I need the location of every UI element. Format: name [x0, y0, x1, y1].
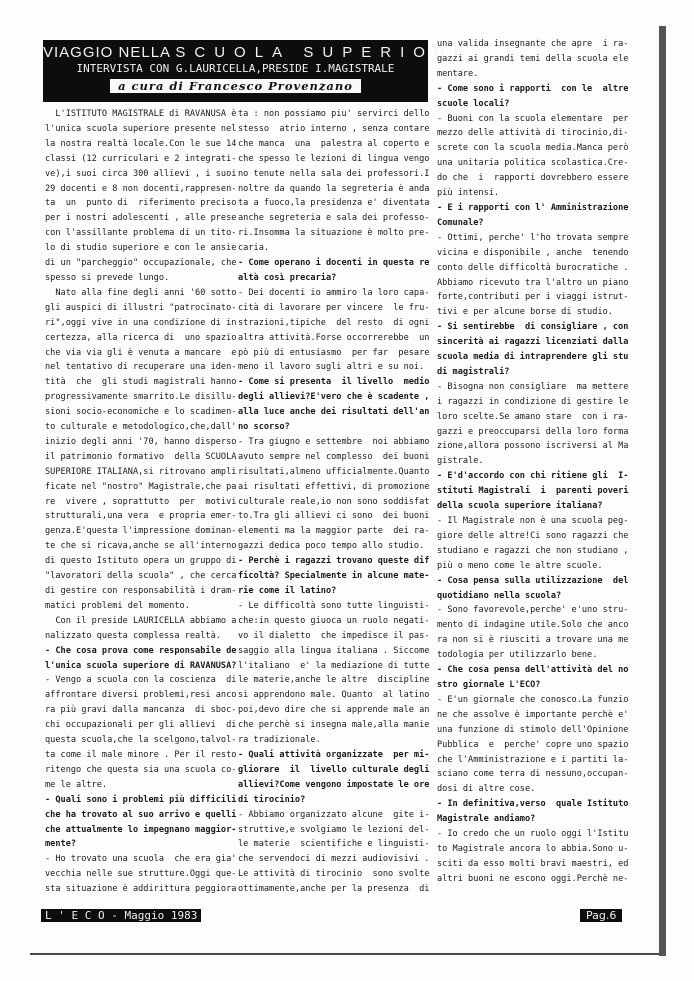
text-line: ra più gravi dalla mancanza di sboc-	[45, 705, 237, 716]
text-line: - Ottimi, perche' l'ho trovata sempre	[437, 232, 629, 243]
question-line: - Quali attività organizzate per mi-	[238, 749, 430, 760]
text-line: con l'assillante problema di un tito-	[45, 228, 237, 239]
question-line: di magistrali?	[437, 366, 510, 377]
text-line: Le attività di tirocinio sono svolte	[238, 869, 430, 880]
text-column-2	[238, 107, 428, 897]
text-line: l'italiano e' la mediazione di tutte	[238, 660, 430, 671]
question-line: - Che cosa pensa dell'attività del no	[437, 665, 629, 676]
text-line: - E'un giornale che conosco.La funzio	[437, 694, 629, 705]
text-line: pò più di entusiasmo per far pesare	[238, 347, 430, 358]
text-line: una funzione di stimolo dell'Opinione	[437, 724, 629, 735]
text-line: gistrale.	[437, 456, 484, 467]
article-subtitle: INTERVISTA CON G.LAURICELLA,PRESIDE I.MAGISTRALE	[76, 62, 395, 75]
text-line: tivi e per alcune borse di studio.	[437, 307, 613, 318]
text-line: poi,devo dire che si apprende male an	[238, 705, 430, 716]
text-line: - Dei docenti io ammiro la loro capa-	[238, 287, 430, 298]
text-line: questa scuola,che la scelgono,talvol-	[45, 735, 237, 746]
text-line: - Ho trovato una scuola che era gia'	[45, 854, 237, 865]
text-line: ficate nel "nostro" Magistrale,che pa	[45, 481, 237, 492]
text-line: ottimamente,anche per la presenza di	[238, 884, 430, 895]
text-line: inizio degli anni '70, hanno disperso	[45, 436, 237, 447]
text-line: le materie scientifiche e linguisti-	[238, 839, 430, 850]
text-line: re vivere , soprattutto per motivi	[45, 496, 237, 507]
question-line: quotidiano nella scuola?	[437, 590, 562, 601]
text-line: - Le difficoltà sono tutte linguisti-	[238, 600, 430, 611]
text-line: strutturali,una vera e propria emer-	[45, 511, 237, 522]
text-line: per i nostri adolescenti , alle prese	[45, 213, 237, 224]
text-line: chi occupazionali per gli allievi di	[45, 720, 237, 731]
text-line: mezzo delle attività di tirocinio,di-	[437, 128, 629, 139]
text-line: elementi ma la maggior parte dei ra-	[238, 526, 430, 537]
footer-issue-label: L ' E C O - Maggio 1983	[41, 909, 201, 922]
text-line: "lavoratori della scuola" , che cerca	[45, 571, 237, 582]
text-line: una unitaria politica scolastica.Cre-	[437, 158, 629, 169]
question-line: altà così precaria?	[238, 272, 337, 283]
text-line: ta come il male minore . Per il resto	[45, 749, 237, 760]
question-line: no scorso?	[238, 422, 290, 433]
question-line: rie come il latino?	[238, 586, 337, 596]
text-line: che spesso le lezioni di lingua vengo	[238, 153, 430, 164]
question-line: stituti Magistrali i parenti poveri	[437, 486, 629, 497]
text-line: to.Tra gli allievi ci sono dei buoni	[238, 511, 430, 522]
question-line: - Come operano i docenti in questa re	[238, 258, 430, 269]
article-title-part2: SCUOLA SUPERIORE	[175, 44, 473, 61]
text-line: noltre da quando la segreteria è anda	[238, 183, 430, 194]
question-line: - In definitiva,verso quale Istituto	[437, 799, 629, 810]
text-line: anche segreteria e sala dei professo-	[238, 213, 430, 224]
text-line: studiano e ragazzi che non studiano ,	[437, 545, 629, 556]
text-line: ne che assolve è importante perchè e'	[437, 709, 629, 720]
text-line: la nostra realtà locale.Con le sue 14	[45, 138, 237, 149]
text-line: Pubblica e perche' copre uno spazio	[437, 739, 629, 750]
text-line: gazzi ai grandi temi della scuola ele	[437, 53, 629, 64]
question-line: - E'd'accordo con chi ritiene gli I-	[437, 471, 629, 482]
text-line: altra attività.Forse occorrerebbe un	[238, 332, 430, 343]
text-line: culturale reale,io non sono soddisfat	[238, 496, 430, 507]
text-line: altri buoni ne escono oggi.Perchè ne-	[437, 873, 629, 884]
text-line: il patrimonio formativo della SCUOLA	[45, 451, 237, 462]
question-line: che attualmente lo impegnano maggior-	[45, 824, 237, 835]
text-line: - Bisogna non consigliare ma mettere	[437, 381, 629, 392]
text-line: sioni socio-economiche e lo scadimen-	[45, 407, 237, 418]
text-line: le materie,anche le altre discipline	[238, 675, 430, 686]
question-line: scuola media di intraprendere gli stu	[437, 352, 629, 363]
text-line: di un "parcheggio" occupazionale, che	[45, 258, 237, 269]
text-line: matici problemi del momento.	[45, 600, 190, 611]
text-line: ri",oggi vive in una condizione di in	[45, 317, 237, 328]
text-line: sciano come terra di nessuno,occupan-	[437, 769, 629, 780]
text-line: affrontare diversi problemi,resi anco	[45, 690, 237, 701]
text-line: che via via gli è venuta a mancare e	[45, 347, 237, 358]
text-line: i ragazzi in condizione di gestire le	[437, 396, 629, 407]
text-line: gli auspici di illustri "patrocinato-	[45, 302, 237, 313]
question-line: mente?	[45, 839, 77, 850]
text-line: più o meno come le altre scuole.	[437, 560, 603, 571]
question-line: - Perchè i ragazzi trovano queste dif	[238, 556, 430, 567]
question-line: scuole locali?	[437, 98, 510, 109]
question-line: che ha trovato al suo arrivo e quelli	[45, 809, 237, 820]
text-line: ta un punto di riferimento preciso	[45, 198, 237, 209]
text-line: ta a fuoco,la presidenza e' diventata	[238, 198, 430, 209]
scan-edge-strip	[659, 26, 666, 956]
bottom-rule	[30, 953, 660, 955]
question-line: sincerità ai ragazzi licenziati dalla	[437, 337, 629, 348]
text-line: ve),i suoi circa 300 allievi , i suoi	[45, 168, 237, 179]
text-line: una valida insegnante che apre i ra-	[437, 39, 629, 49]
text-line: - Buoni con la scuola elementare per	[437, 113, 629, 124]
question-line: ficoltà? Specialmente in alcune mate-	[238, 571, 430, 582]
text-line: saggio alla lingua italiana . Siccome	[238, 645, 430, 656]
question-line: - Quali sono i problemi più difficili	[45, 794, 237, 805]
question-line: - Come si presenta il livello medio	[238, 377, 430, 388]
text-line: te che si ricava,anche se all'interno	[45, 541, 237, 552]
text-line: progressivamente smarrito.Le disillu-	[45, 392, 237, 403]
text-line: cità di lavorare per vincere le fru-	[238, 302, 430, 313]
text-line: - Il Magistrale non è una scuola peg-	[437, 516, 629, 526]
question-line: - E i rapporti con l' Amministrazione	[437, 202, 629, 213]
text-line: caria.	[238, 243, 270, 254]
text-line: - Tra giugno e settembre noi abbiamo	[238, 436, 430, 447]
text-line: che servendoci di mezzi audiovisivi .	[238, 854, 430, 865]
text-line: Abbiamo ricevuto tra l'altro un piano	[437, 277, 629, 288]
text-line: ra tradizionale.	[238, 735, 321, 746]
text-line: sta situazione è addirittura peggiora	[45, 884, 237, 895]
question-line: - Cosa pensa sulla utilizzazione del	[437, 575, 629, 586]
text-line: spesso si prevede lungo.	[45, 272, 170, 283]
text-line: che l'Amministrazione e i partiti la-	[437, 754, 629, 765]
text-line: ai risultati effettivi, di promozione	[238, 481, 430, 492]
text-line: - Io credo che un ruolo oggi l'Istitu	[437, 829, 629, 840]
text-line: strazioni,tipiche del resto di ogni	[238, 317, 430, 328]
text-line: l'unica scuola superiore presente nel	[45, 123, 237, 134]
text-line: do che i rapporti dovrebbero essere	[437, 173, 629, 184]
text-line: zione,allora possono iscriversi al Ma	[437, 441, 629, 452]
text-line: di questo Istituto opera un gruppo di	[45, 556, 237, 567]
question-line: Magistrale andiamo?	[437, 814, 536, 825]
text-line: to culturale e metodologico,che,dall'	[45, 422, 237, 433]
text-line: ri.Insomma la situazione è molto pre-	[238, 228, 430, 239]
article-title	[43, 44, 473, 61]
text-line: ta : non possiamo piu' servirci dello	[238, 109, 430, 119]
text-line: no tenute nella sala dei professori.I	[238, 168, 430, 179]
question-line: degli allievi?E'vero che è scadente ,	[238, 392, 430, 403]
question-line: della scuola superiore italiana?	[437, 501, 603, 512]
text-line: mentare.	[437, 68, 479, 79]
text-line: che:in questo giuoca un ruolo negati-	[238, 615, 430, 626]
text-column-3	[437, 37, 649, 887]
text-line: - Sono favorevole,perche' e'uno stru-	[437, 605, 629, 616]
text-line: - Abbiamo organizzato alcune gite i-	[238, 809, 430, 820]
text-line: giore delle altre!Ci sono ragazzi che	[437, 530, 629, 541]
text-line: screte con la scuola media.Manca però	[437, 143, 629, 154]
article-byline: a cura di Francesco Provenzano	[110, 79, 361, 93]
text-line: più intensi.	[437, 188, 500, 199]
text-line: nalizzato questa complessa realtà.	[45, 630, 221, 641]
text-line: lo di studio superiore e con le ansie	[45, 243, 237, 254]
text-line: gazzi e preoccuparsi della loro forma	[437, 426, 629, 437]
text-line: sciti da esso molti bravi maestri, ed	[437, 858, 629, 869]
question-line: Comunale?	[437, 217, 484, 228]
text-line: Con il preside LAURICELLA abbiamo a	[45, 615, 237, 626]
text-line: forte,contributi per i viaggi istrut-	[437, 292, 629, 303]
text-line: SUPERIORE ITALIANA,si ritrovano ampli	[45, 466, 237, 477]
text-line: classi (12 curriculari e 2 integrati-	[45, 153, 237, 164]
text-line: ritengo che questa sia una scuola co-	[45, 764, 237, 775]
text-line: nel tentativo di recuperare una iden-	[45, 362, 237, 373]
question-line: stro giornale L'ECO?	[437, 679, 541, 690]
text-line: di gestire con responsabilità i dram-	[45, 586, 237, 596]
question-line: - Che cosa prova come responsabile de	[45, 645, 237, 656]
text-line: mento di indagine utile.Solo che anco	[437, 620, 629, 631]
text-line: struttive,e svolgiamo le lezioni del-	[238, 824, 430, 835]
text-line: loro scelte.Se amano stare con i ra-	[437, 411, 629, 422]
text-line: ra non si è riusciti a trovare una me	[437, 635, 629, 646]
question-line: di tirocinio?	[238, 794, 306, 805]
text-line: avuto sempre nel complesso dei buoni	[238, 451, 430, 462]
question-line: - Come sono i rapporti con le altre	[437, 83, 629, 94]
text-line: me le altre.	[45, 779, 108, 790]
footer-page-number: Pag.6	[580, 909, 622, 922]
question-line: l'unica scuola superiore di RAVANUSA?	[45, 660, 237, 671]
text-line: dosi di altre cose.	[437, 784, 536, 795]
text-line: si apprendono male. Quanto al latino	[238, 690, 430, 701]
question-line: allievi?Come vengono impostate le ore	[238, 779, 430, 790]
question-line: - Si sentirebbe di consigliare , con	[437, 322, 629, 333]
text-line: che manca una palestra al coperto e	[238, 138, 430, 149]
article-title-part1: VIAGGIO NELLA	[43, 44, 176, 61]
text-line: - Vengo a scuola con la coscienza di	[45, 675, 237, 686]
text-line: tità che gli studi magistrali hanno	[45, 377, 237, 388]
text-line: to Magistrale ancora lo abbia.Sono u-	[437, 843, 629, 854]
text-line: todologia per utilizzarlo bene.	[437, 650, 598, 661]
text-line: vecchia nelle sue strutture.Oggi que-	[45, 869, 237, 880]
text-line: L'ISTITUTO MAGISTRALE di RAVANUSA è	[45, 109, 237, 119]
question-line: gliorare il livello culturale degli	[238, 764, 430, 775]
text-column-1	[45, 107, 237, 897]
text-line: stesso atrio interno , senza contare	[238, 123, 430, 134]
text-line: meno il lavoro sugli altri e su noi.	[238, 362, 425, 373]
text-line: gazzi dedica poco tempo allo studio.	[238, 541, 425, 552]
text-line: certezza, alla ricerca di uno spazio	[45, 332, 237, 343]
text-line: 29 docenti e 8 non docenti,rappresen-	[45, 183, 237, 194]
text-line: Nato alla fine degli anni '60 sotto	[45, 287, 237, 298]
text-line: risultati,almeno ufficialmente.Quanto	[238, 466, 430, 477]
text-line: conto delle difficoltà burocratiche .	[437, 262, 629, 273]
text-line: vo il dialetto che impedisce il pas-	[238, 630, 430, 641]
text-line: vicina e disponibile , anche tenendo	[437, 247, 629, 258]
text-line: che perchè si insegna male,alla manie	[238, 720, 430, 731]
text-line: genza.E'questa l'impressione dominan-	[45, 526, 237, 537]
question-line: alla luce anche dei risultati dell'an	[238, 407, 430, 418]
